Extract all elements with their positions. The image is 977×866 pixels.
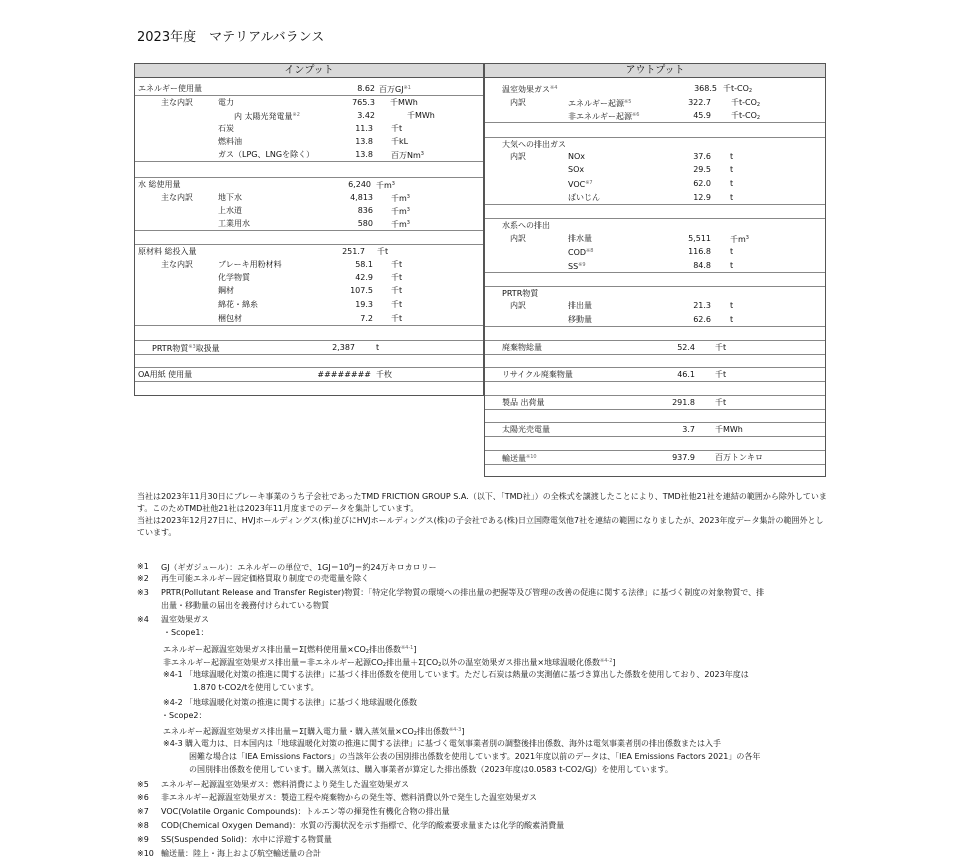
gas-label: ガス（LPG、LNGを除く） (218, 150, 315, 159)
dust-value: 12.9 (693, 193, 711, 202)
cotton-label: 綿花・綿糸 (218, 300, 258, 309)
water-value: 6,240 (348, 180, 371, 189)
solar-sale-unit: 千MWh (715, 425, 743, 434)
cotton-row (135, 298, 483, 311)
ghg-nonenergy-row (485, 109, 825, 123)
transport-row (485, 450, 825, 465)
waste-value: 52.4 (677, 343, 695, 352)
coal-value: 11.3 (355, 124, 373, 133)
nox-unit: t (730, 152, 734, 161)
discharge-row (485, 232, 825, 245)
sox-unit: t (730, 165, 734, 174)
voc-value: 62.0 (693, 179, 711, 188)
coal-unit: 千t (391, 124, 403, 133)
materials-unit: 千t (377, 247, 389, 256)
power-label: 電力 (218, 98, 234, 107)
prtr-title-row (485, 286, 825, 300)
packaging-unit: 千t (391, 314, 403, 323)
recycle-unit: 千t (715, 370, 727, 379)
emission-unit: t (730, 301, 734, 310)
water-breakdown-label: 主な内訳 (161, 193, 193, 202)
cotton-value: 19.3 (355, 300, 373, 309)
materials-row (135, 244, 483, 258)
coal-row (135, 122, 483, 135)
ss-label: SS$^{※9}$ (568, 262, 586, 271)
industrial-water-unit: 千$m^3$ (391, 220, 410, 229)
coal-label: 石炭 (218, 124, 234, 133)
tap-water-value: 836 (357, 206, 373, 215)
chemicals-label: 化学物質 (218, 273, 250, 282)
emission-row (485, 299, 825, 312)
prtr-row (135, 340, 483, 355)
chemicals-unit: 千t (391, 273, 403, 282)
brake-powder-unit: 千t (391, 260, 403, 269)
waste-label: 廃棄物総量 (502, 343, 542, 352)
fuel-oil-unit: 千kL (391, 137, 409, 146)
sox-label: SOx (568, 165, 585, 174)
solar-sale-label: 太陽光売電量 (502, 425, 550, 434)
scope-notes (137, 491, 827, 539)
water-label: 水 総使用量 (138, 180, 181, 189)
fuel-oil-row (135, 135, 483, 148)
cotton-unit: 千t (391, 300, 403, 309)
transfer-value: 62.6 (693, 315, 711, 324)
materials-value: 251.7 (342, 247, 365, 256)
groundwater-label: 地下水 (218, 193, 242, 202)
ss-row (485, 259, 825, 273)
oa-paper-value: ######## (317, 370, 371, 379)
brake-powder-value: 58.1 (355, 260, 373, 269)
solar-gen-label: 内 太陽光発電量$^{※2}$ (234, 112, 300, 121)
solar-sale-row (485, 422, 825, 437)
energy-row (135, 82, 483, 96)
energy-value: 8.62 (357, 84, 375, 93)
output-table (484, 63, 826, 477)
nox-value: 37.6 (693, 152, 711, 161)
chemicals-row (135, 271, 483, 284)
groundwater-unit: 千$m^3$ (391, 194, 410, 203)
transfer-label: 移動量 (568, 315, 592, 324)
prtr-value: 2,387 (332, 343, 355, 352)
tap-water-row (135, 204, 483, 217)
water-out-breakdown-label: 内訳 (510, 234, 526, 243)
ghg-energy-row (485, 96, 825, 109)
prtr-out-title: PRTR物質 (502, 289, 539, 298)
dust-unit: t (730, 193, 734, 202)
ghg-nonenergy-value: 45.9 (693, 111, 711, 120)
ghg-row (485, 82, 825, 95)
transport-label: 輸送量$^{※10}$ (502, 454, 537, 463)
solar-gen-unit: 千MWh (407, 111, 435, 120)
ghg-energy-unit: 千$t-CO_2$ (731, 98, 761, 108)
discharge-value: 5,511 (688, 234, 711, 243)
voc-label: VOC$^{※7}$ (568, 180, 593, 189)
steel-value: 107.5 (350, 286, 373, 295)
discharge-unit: 千$m^3$ (730, 235, 749, 244)
prtr-label: PRTR物質$^{※3}$取扱量 (152, 344, 220, 353)
transport-unit: 百万トンキロ (715, 453, 763, 462)
sox-row (485, 163, 825, 176)
ghg-value: 368.5 (694, 84, 717, 93)
shipment-label: 製品 出荷量 (502, 398, 545, 407)
ghg-nonenergy-label: 非エネルギー起源$^{※6}$ (568, 112, 640, 121)
shipment-value: 291.8 (672, 398, 695, 407)
discharge-label: 排水量 (568, 234, 592, 243)
power-unit: 千MWh (390, 98, 418, 107)
solar-sale-value: 3.7 (682, 425, 695, 434)
ss-unit: t (730, 261, 734, 270)
recycle-label: リサイクル廃棄物量 (502, 370, 573, 379)
nox-label: NOx (568, 152, 586, 161)
materials-label: 原材料 総投入量 (138, 247, 197, 256)
materials-breakdown-label: 主な内訳 (161, 260, 193, 269)
steel-row (135, 284, 483, 297)
emission-label: 排出量 (568, 301, 592, 310)
cod-value: 116.8 (688, 247, 711, 256)
fuel-oil-value: 13.8 (355, 137, 373, 146)
dust-row (485, 191, 825, 205)
energy-breakdown-label: 主な内訳 (161, 98, 193, 107)
energy-unit: 百万GJ$^{※1}$ (379, 85, 411, 94)
transfer-unit: t (730, 315, 734, 324)
output-header: アウトプット (485, 64, 825, 78)
voc-unit: t (730, 179, 734, 188)
gas-unit: 百万Nm$^3$ (391, 151, 424, 160)
shipment-row (485, 395, 825, 410)
packaging-value: 7.2 (360, 314, 373, 323)
air-title: 大気への排出ガス (502, 140, 566, 149)
waste-row (485, 340, 825, 355)
sox-value: 29.5 (693, 165, 711, 174)
gas-value: 13.8 (355, 150, 373, 159)
prtr-unit: t (376, 343, 380, 352)
oa-paper-label: OA用紙 使用量 (138, 370, 193, 379)
industrial-water-value: 580 (357, 219, 373, 228)
water-out-title: 水系への排出 (502, 221, 550, 230)
transport-value: 937.9 (672, 453, 695, 462)
ghg-nonenergy-unit: 千$t-CO_2$ (731, 111, 761, 121)
ghg-energy-label: エネルギー起源$^{※5}$ (568, 99, 632, 108)
dust-label: ばいじん (568, 193, 600, 202)
packaging-label: 梱包材 (218, 314, 242, 323)
input-table (134, 63, 484, 396)
ghg-label: 温室効果ガス$^{※4}$ (502, 85, 558, 94)
waste-unit: 千t (715, 343, 727, 352)
industrial-water-label: 工業用水 (218, 219, 250, 228)
cod-label: COD$^{※8}$ (568, 248, 594, 257)
solar-gen-value: 3.42 (357, 111, 375, 120)
recycle-row (485, 367, 825, 382)
tap-water-label: 上水道 (218, 206, 242, 215)
air-breakdown-label: 内訳 (510, 152, 526, 161)
industrial-water-row (135, 217, 483, 231)
oa-paper-row (135, 367, 483, 382)
ghg-breakdown-label: 内訳 (510, 98, 526, 107)
air-title-row (485, 137, 825, 151)
power-row (135, 96, 483, 109)
oa-paper-unit: 千枚 (376, 370, 392, 379)
power-value: 765.3 (352, 98, 375, 107)
ghg-unit: 千$t-CO_2$ (723, 84, 753, 94)
packaging-row (135, 312, 483, 326)
nox-row (485, 150, 825, 163)
gas-row (135, 148, 483, 162)
water-unit: 千$m^3$ (376, 181, 395, 190)
tap-water-unit: 千$m^3$ (391, 207, 410, 216)
groundwater-row (135, 191, 483, 204)
energy-label: エネルギー使用量 (138, 84, 202, 93)
emission-value: 21.3 (693, 301, 711, 310)
water-title-row (485, 218, 825, 232)
shipment-unit: 千t (715, 398, 727, 407)
solar-gen-row (135, 109, 483, 122)
brake-powder-label: ブレーキ用粉材料 (218, 260, 282, 269)
note-tmd: 当社は2023年11月30日にブレーキ事業のうち子会社であったTMD FRICTION GROUP S.A.（以下、「TMD社」）の全株式を譲渡したことにより、TMD社他21社を連結の範囲から除外しています。このためTMD社他21社は2023年11月度までのデータを集計しています。 (137, 492, 827, 513)
recycle-value: 46.1 (677, 370, 695, 379)
transfer-row (485, 313, 825, 327)
groundwater-value: 4,813 (350, 193, 373, 202)
ghg-energy-value: 322.7 (688, 98, 711, 107)
water-row (135, 177, 483, 191)
note-hvj: 当社は2023年12月27日に、HVJホールディングス(株)並びにHVJホールディングス(株)の子会社である(株)日立国際電気他7社を連結の範囲になりましたが、2023年度データ集計の範囲外としています。 (137, 516, 824, 537)
steel-unit: 千t (391, 286, 403, 295)
ss-value: 84.8 (693, 261, 711, 270)
page-title: 2023年度 マテリアルバランス (137, 30, 325, 45)
brake-powder-row (135, 258, 483, 271)
prtr-out-breakdown-label: 内訳 (510, 301, 526, 310)
chemicals-value: 42.9 (355, 273, 373, 282)
voc-row (485, 177, 825, 190)
cod-row (485, 245, 825, 258)
fuel-oil-label: 燃料油 (218, 137, 242, 146)
input-header: インプット (135, 64, 483, 78)
steel-label: 鋼材 (218, 286, 234, 295)
cod-unit: t (730, 247, 734, 256)
